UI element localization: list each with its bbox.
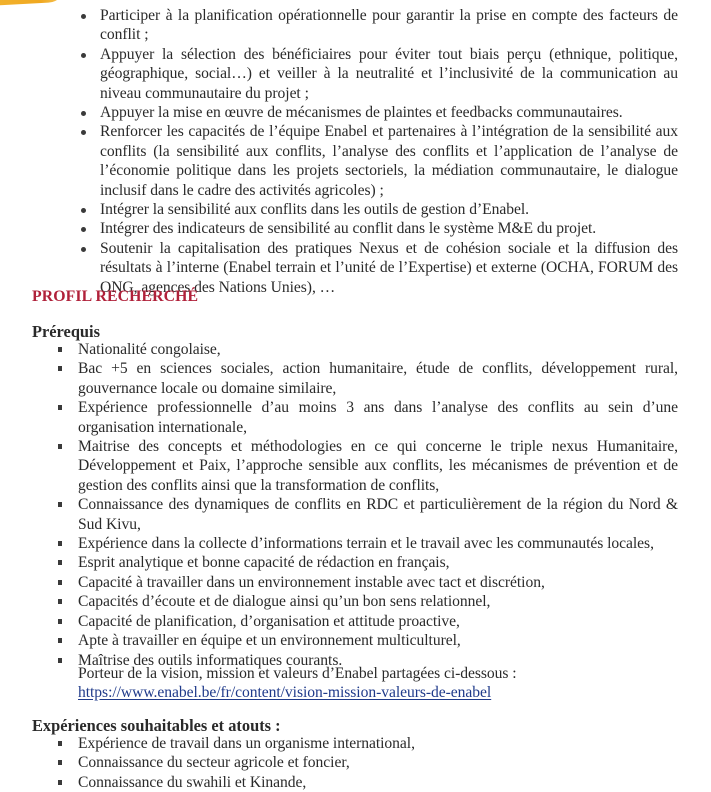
square-bullet-icon [58, 541, 62, 546]
list-item-text: Connaissance du secteur agricole et foncier, [78, 754, 350, 772]
list-item-text: Expérience de travail dans un organisme international, [78, 735, 415, 752]
square-bullet-icon [58, 638, 62, 643]
square-bullet-icon [58, 658, 62, 663]
list-item [78, 773, 678, 792]
subheading-assets: Expériences souhaitables et atouts : [32, 716, 281, 735]
list-item-text: Nationalité congolaise, [78, 341, 221, 358]
list-item [78, 631, 678, 650]
square-bullet-icon [58, 405, 62, 410]
list-item-text: Maîtrise des outils informatiques courants. [78, 651, 343, 669]
list-item [78, 398, 678, 437]
list-item-text: Soutenir la capitalisation des pratiques Nexus et de cohésion sociale et la diffusion des résultats à l’interne (Enabel terrain et l’unité de l’Expertise) et externe (OCHA, FORUM des ONG, agences des Nations Unies), … [100, 239, 678, 296]
list-item-text: Appuyer la sélection des bénéficiaires pour éviter tout biais perçu (ethnique, politique, géographique, social…) et veiller à la neutralité et l’inclusivité de la communication au niveau communautaire du projet ; [100, 45, 678, 102]
list-item-text: Capacité à travailler dans un environnement instable avec tact et discrétion, [78, 573, 545, 591]
list-item [100, 200, 678, 219]
round-bullet-icon [81, 130, 86, 135]
square-bullet-icon [58, 599, 62, 604]
values-link[interactable]: https://www.enabel.be/fr/content/vision-mission-valeurs-de-enabel [78, 684, 492, 702]
list-item-text: Expérience professionnelle d’au moins 3 ans dans l’analyse des conflits au sein d’une organisation internationale, [78, 399, 678, 436]
corner-accent-swoosh [0, 0, 66, 6]
square-bullet-icon [58, 560, 62, 565]
list-item-text: Renforcer les capacités de l’équipe Enabel et partenaires à l’intégration de la sensibilité aux conflits (la sensibilité aux conflits, l’analyse des conflits et l’application de l’analyse de l’économie politique dans les projets sectoriels, la médiation communautaire, le dialogue inclusif dans le cadre des activités agricoles) ; [100, 123, 678, 199]
list-item [100, 103, 678, 122]
values-note [78, 664, 678, 703]
square-bullet-icon [58, 780, 62, 785]
list-item [78, 553, 678, 572]
list-item [78, 495, 678, 534]
round-bullet-icon [81, 53, 86, 58]
list-item [78, 612, 678, 631]
list-item-text: Appuyer la mise en œuvre de mécanismes de plaintes et feedbacks communautaires. [100, 104, 623, 122]
values-note-text: Porteur de la vision, mission et valeurs d’Enabel partagées ci-dessous : [78, 665, 517, 682]
subheading-prerequisites: Prérequis [32, 322, 100, 341]
list-item-text: Bac +5 en sciences sociales, action humanitaire, étude de conflits, développement rural, gouvernance locale ou domaine similaire, [78, 360, 678, 397]
list-item [78, 753, 678, 772]
list-item-text: Connaissance du swahili et Kinande, [78, 773, 307, 791]
list-item [78, 534, 678, 553]
list-item-text: Capacité de planification, d’organisation et attitude proactive, [78, 612, 460, 630]
list-item [100, 122, 678, 200]
round-bullet-icon [81, 111, 86, 116]
list-item-text: Intégrer la sensibilité aux conflits dans les outils de gestion d’Enabel. [100, 201, 529, 219]
section-heading-profile: PROFIL RECHERCHÉ [32, 288, 199, 305]
square-bullet-icon [58, 580, 62, 585]
list-item [78, 734, 678, 753]
list-item-text: Capacités d’écoute et de dialogue ainsi qu’un bon sens relationnel, [78, 593, 491, 611]
list-item [78, 437, 678, 495]
assets-list [78, 734, 678, 792]
list-item-text: Participer à la planification opérationnelle pour garantir la prise en compte des facteurs de conflit ; [100, 7, 678, 44]
round-bullet-icon [81, 14, 86, 19]
square-bullet-icon [58, 760, 62, 765]
round-bullet-icon [81, 247, 86, 252]
list-item [78, 340, 678, 359]
prerequisites-list [78, 340, 678, 670]
round-bullet-icon [81, 208, 86, 213]
list-item [100, 45, 678, 103]
square-bullet-icon [58, 444, 62, 449]
list-item [78, 359, 678, 398]
square-bullet-icon [58, 347, 62, 352]
list-item-text: Intégrer des indicateurs de sensibilité au conflit dans le système M&E du projet. [100, 220, 597, 238]
square-bullet-icon [58, 502, 62, 507]
square-bullet-icon [58, 366, 62, 371]
list-item-text: Expérience dans la collecte d’informations terrain et le travail avec les communautés locales, [78, 535, 654, 553]
list-item-text: Apte à travailler en équipe et un environnement multiculturel, [78, 632, 461, 650]
square-bullet-icon [58, 619, 62, 624]
list-item-text: Connaissance des dynamiques de conflits en RDC et particulièrement de la région du Nord & Sud Kivu, [78, 496, 678, 533]
list-item [78, 573, 678, 592]
list-item [100, 6, 678, 45]
responsibilities-list [100, 6, 678, 297]
list-item-text: Esprit analytique et bonne capacité de rédaction en français, [78, 554, 450, 572]
list-item [100, 219, 678, 238]
list-item [78, 592, 678, 611]
round-bullet-icon [81, 227, 86, 232]
list-item-text: Maitrise des concepts et méthodologies en ce qui concerne le triple nexus Humanitaire, Développement et Paix, l’approche sensible aux conflits, les mécanismes de prévention et de gestion des conflits ainsi que la transformation de conflits, [78, 438, 678, 494]
square-bullet-icon [58, 741, 62, 746]
